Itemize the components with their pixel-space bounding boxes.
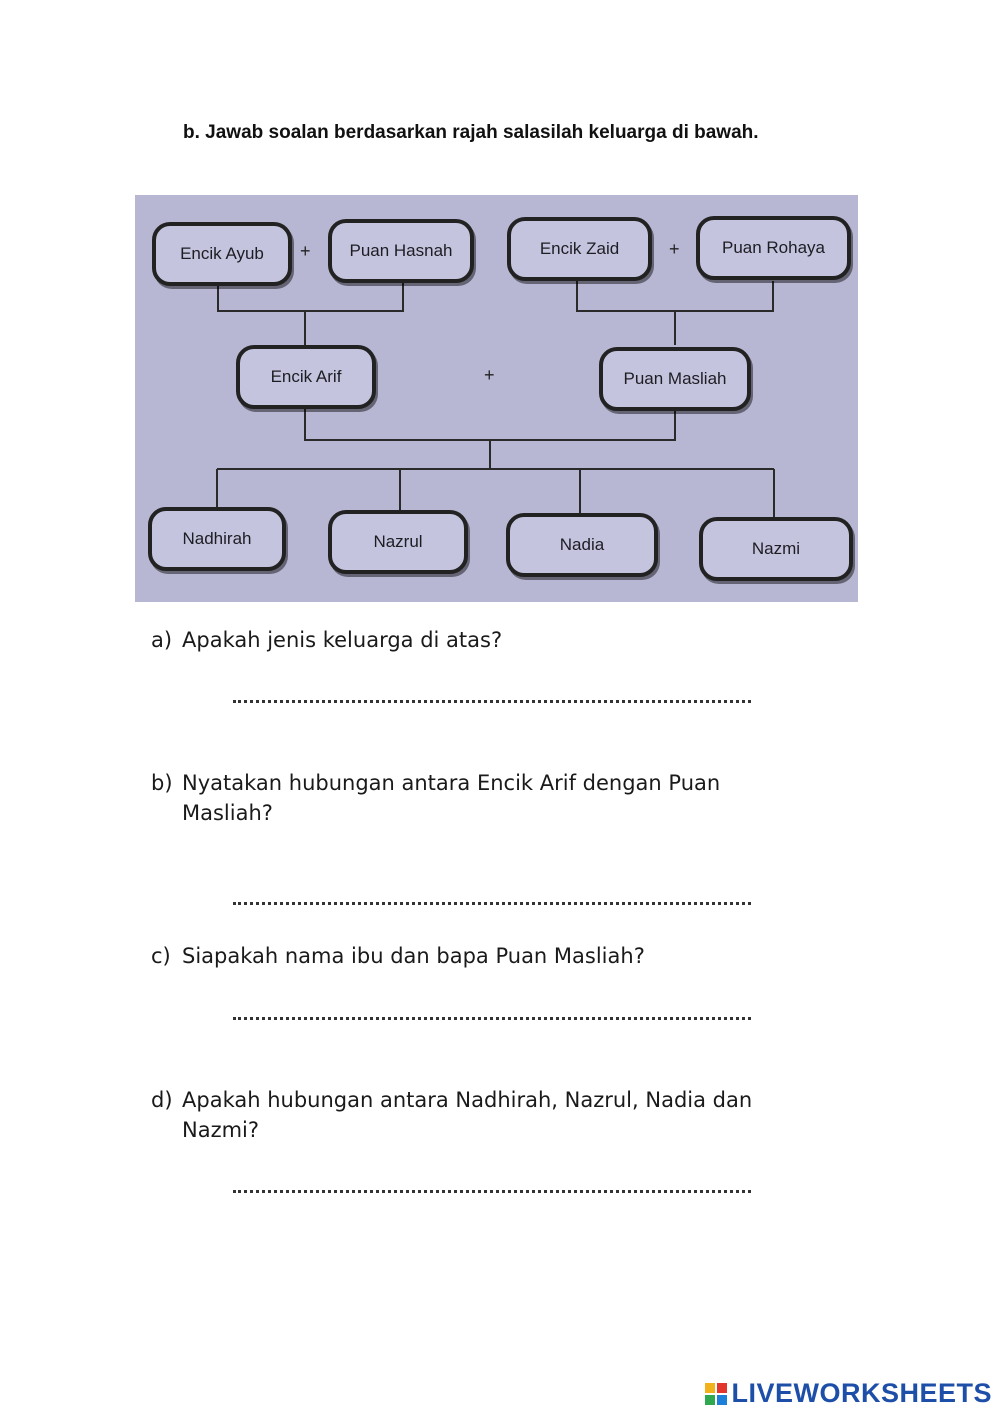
question-d bbox=[151, 1085, 851, 1145]
connector-parents bbox=[305, 409, 675, 440]
liveworksheets-logo-icon bbox=[705, 1383, 727, 1405]
question-c-text: Siapakah nama ibu dan bapa Puan Masliah? bbox=[182, 944, 645, 968]
liveworksheets-logo-text: LIVEWORKSHEETS bbox=[731, 1378, 992, 1408]
plus-sign-right: + bbox=[669, 239, 680, 259]
node-child-nadia: Nadia bbox=[506, 513, 658, 577]
node-encik-zaid: Encik Zaid bbox=[507, 217, 652, 281]
answer-line-c[interactable] bbox=[233, 1017, 751, 1020]
node-child-nadhirah: Nadhirah bbox=[148, 507, 286, 571]
node-puan-hasnah: Puan Hasnah bbox=[328, 219, 474, 283]
node-child-nazmi: Nazmi bbox=[699, 517, 853, 581]
plus-sign-parents: + bbox=[484, 365, 495, 385]
node-child-nazrul: Nazrul bbox=[328, 510, 468, 574]
question-b-text: Nyatakan hubungan antara Encik Arif dengan Puan Masliah? bbox=[182, 771, 721, 825]
node-encik-arif: Encik Arif bbox=[236, 345, 376, 409]
question-c-label: c) bbox=[151, 944, 171, 968]
question-a-label: a) bbox=[151, 628, 173, 652]
liveworksheets-logo bbox=[705, 1378, 992, 1409]
plus-sign-left: + bbox=[300, 241, 311, 261]
node-encik-ayub: Encik Ayub bbox=[152, 222, 292, 286]
question-a bbox=[151, 625, 851, 655]
instruction-heading: b. Jawab soalan berdasarkan rajah salasilah keluarga di bawah. bbox=[183, 122, 759, 143]
question-d-text: Apakah hubungan antara Nadhirah, Nazrul, Nadia dan Nazmi? bbox=[182, 1088, 753, 1142]
question-d-label: d) bbox=[151, 1088, 173, 1112]
question-b-label: b) bbox=[151, 771, 173, 795]
question-a-text: Apakah jenis keluarga di atas? bbox=[182, 628, 503, 652]
answer-line-b[interactable] bbox=[233, 902, 751, 905]
node-puan-rohaya: Puan Rohaya bbox=[696, 216, 851, 280]
question-b bbox=[151, 768, 851, 828]
connector-right-grandparents bbox=[577, 281, 773, 311]
answer-line-a[interactable] bbox=[233, 700, 751, 703]
answer-line-d[interactable] bbox=[233, 1190, 751, 1193]
question-c bbox=[151, 941, 851, 971]
node-puan-masliah: Puan Masliah bbox=[599, 347, 751, 411]
family-tree-diagram bbox=[135, 195, 858, 602]
